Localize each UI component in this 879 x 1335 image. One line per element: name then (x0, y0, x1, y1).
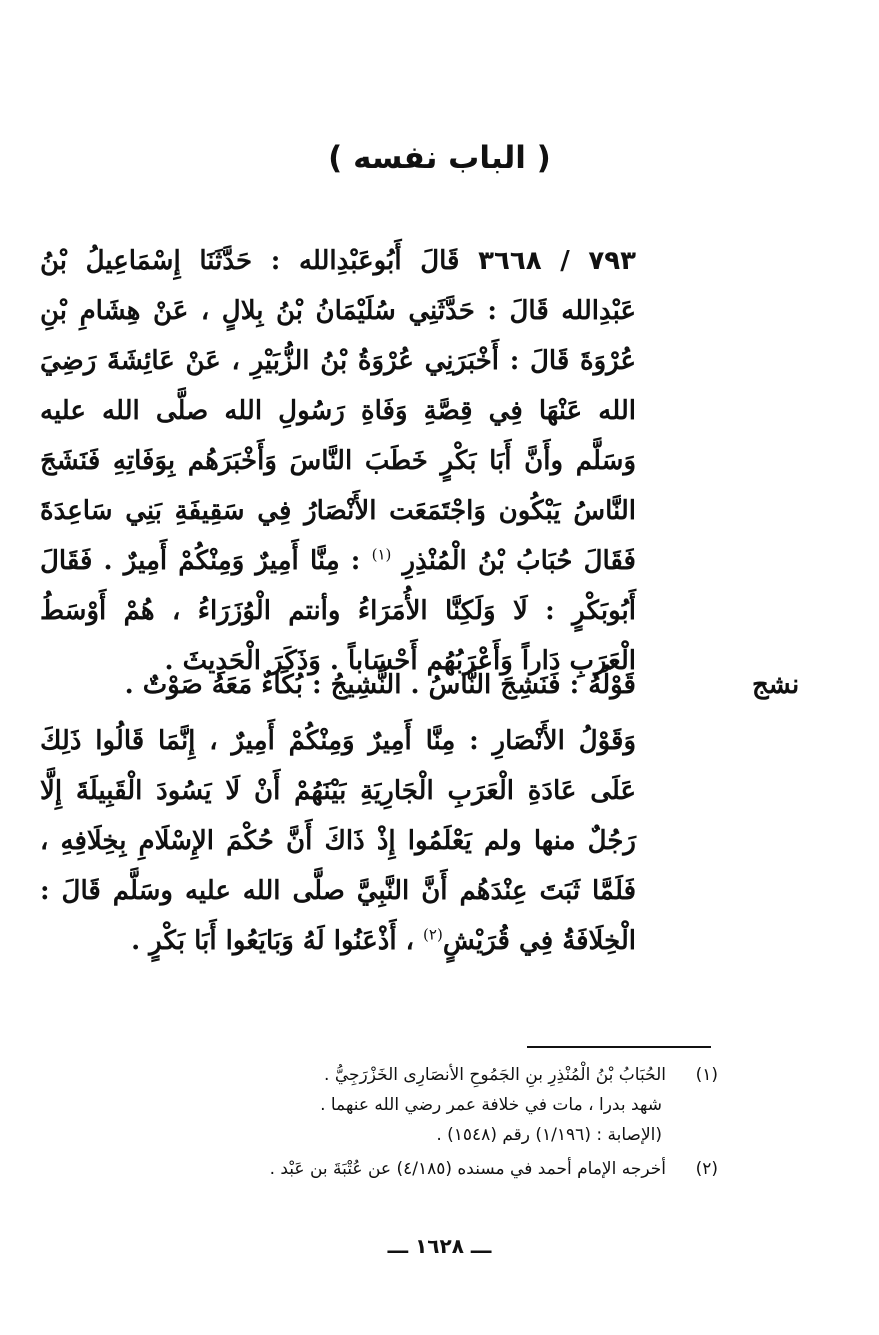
footnote-number: (٢) (695, 1159, 718, 1179)
footnote-number: (١) (695, 1065, 718, 1085)
hadith-text-part-2: : مِنَّا أَمِيرٌ وَمِنْكُمْ أَمِيرٌ . فَقَالَ أَبُوبَكْرٍ : لَا وَلَكِنَّا الأُمَرَاءُ وأنتم الْوُزَرَاءُ ، هُمْ أَوْسَطُ الْعَرَبِ دَاراً وَأَعْرَبُهُم أَحْسَاباً . وَذَكَرَ الْحَدِيثَ . (40, 546, 636, 676)
chapter-title: ( الباب نفسه ) (328, 140, 551, 176)
commentary-paragraph (40, 716, 636, 966)
commentary-text-part-1: وَقَوْلُ الأَنْصَارِ : مِنَّا أَمِيرٌ وَمِنْكُمْ أَمِيرٌ ، إِنَّمَا قَالُوا ذَلِكَ عَلَى عَادَةِ الْعَرَبِ الْجَارِيَةِ بَيْنَهُمْ أَنْ لَا يَسُودَ الْقَبِيلَةَ إِلَّا رَجُلٌ منها ولم يَعْلَمُوا إِذْ ذَاكَ أَنَّ حُكْمَ الإِسْلَامِ بِخِلَافِهِ ، فَلَمَّا ثَبَتَ عِنْدَهُم أَنَّ النَّبِيَّ صلَّى الله عليه وسَلَّم قَالَ : الْخِلَافَةُ فِي قُرَيْشٍ (40, 726, 636, 956)
hadith-number: ٧٩٣ / ٣٦٦٨ (478, 246, 636, 276)
margin-keyword: نشج (752, 670, 800, 700)
footnote-ref-2[interactable]: (٢) (423, 925, 443, 944)
footnote-1 (150, 1060, 718, 1150)
hadith-text-part-1: قَالَ أَبُوعَبْدِالله : حَدَّثَنَا إِسْمَاعِيلُ بْنُ عَبْدِالله قَالَ : حَدَّثَنِي سُلَيْمَانُ بْنُ بِلالٍ ، عَنْ هِشَامِ بْنِ عُرْوَةَ قَالَ : أَخْبَرَنِي عُرْوَةُ بْنُ الزُّبَيْرِ ، عَنْ عَائِشَةَ رَضِيَ الله عَنْهَا فِي قِصَّةِ وَفَاةِ رَسُولِ الله صلَّى الله عليه وَسَلَّم وأَنَّ أَبَا بَكْرٍ خَطَبَ النَّاسَ وَأَخْبَرَهُم بِوَفَاتِهِ فَنَشَجَ النَّاسُ يَبْكُون وَاجْتَمَعَت الأَنْصَارُ فِي سَقِيفَةِ بَنِي سَاعِدَةَ فَقَالَ حُبَابُ بْنُ الْمُنْذِرِ (40, 246, 636, 576)
footnote-separator (527, 1046, 711, 1048)
footnote-line: أخرجه الإمام أحمد في مسنده (٤/١٨٥) عن عُتْبَةَ بن عَبْد . (269, 1159, 666, 1179)
footnote-line: شهد بدرا ، مات في خلافة عمر رضي الله عنهما . (320, 1095, 662, 1115)
footnote-line: (الإصابة : (١/١٩٦) رقم (١٥٤٨) . (436, 1125, 662, 1145)
footnote-line: الحُبَابُ بْنُ الْمُنْذِرِ بنِ الجَمُوحِ الأنصَارِى الخَزْرَجِيُّ . (324, 1065, 666, 1085)
footnote-2 (150, 1154, 718, 1184)
commentary-text-part-2: ، أَذْعَنُوا لَهُ وَبَايَعُوا أَبَا بَكْرٍ . (131, 926, 414, 956)
hadith-paragraph (40, 236, 636, 686)
footnote-ref-1[interactable]: (١) (371, 545, 392, 564)
gloss-line: قَوْلُهُ : فَنَشِجَ النَّاسُ . النَّشِيجُ : بُكَاءٌ مَعَهُ صَوْتٌ . (124, 670, 636, 700)
page-number: ـــ ١٦٢٨ ـــ (387, 1234, 492, 1258)
